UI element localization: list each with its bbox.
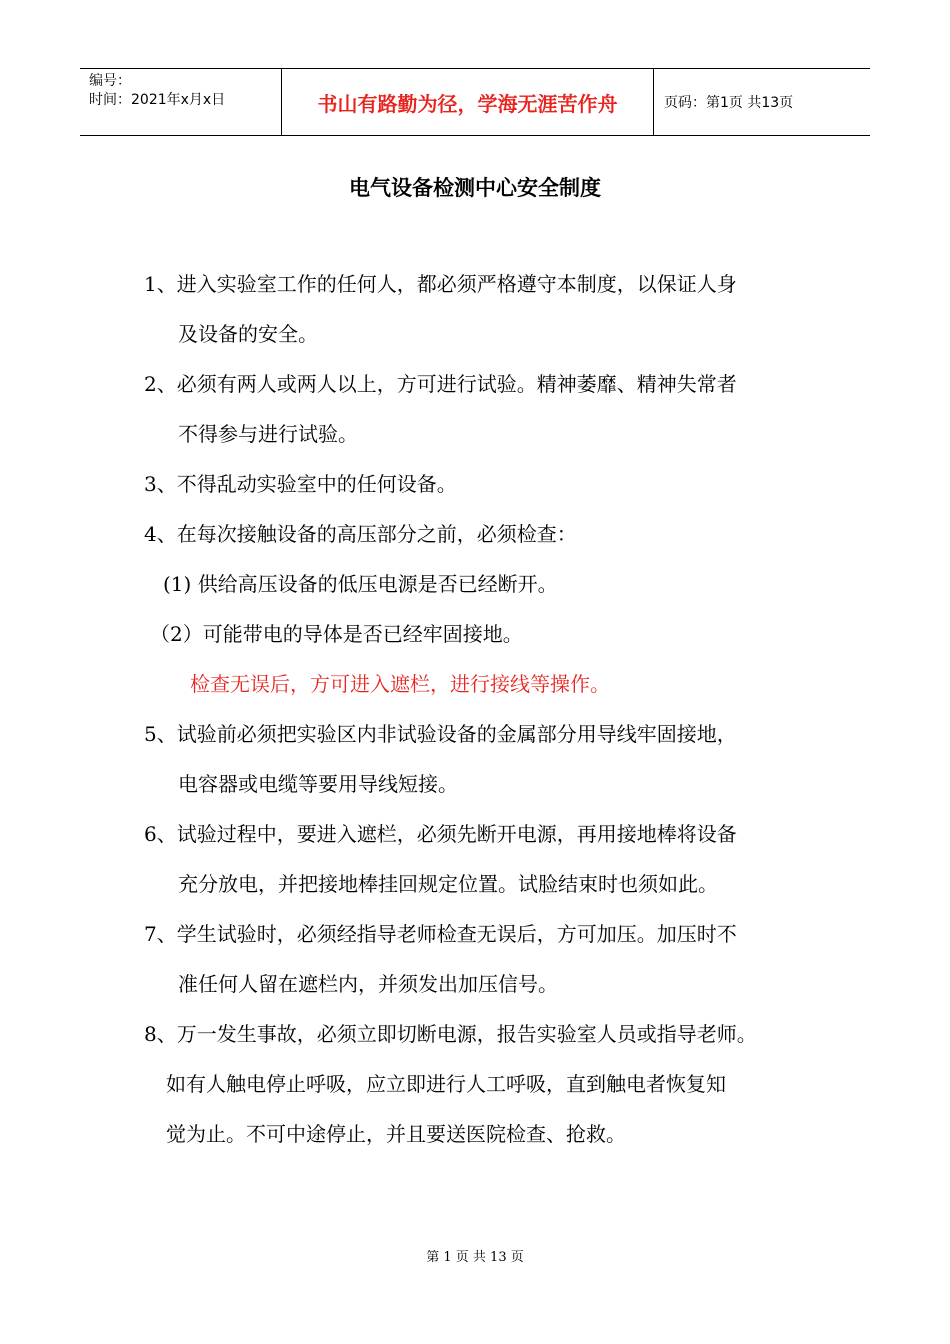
rule-1-line-2: 及设备的安全。 — [178, 322, 318, 346]
header-meta — [80, 69, 282, 135]
rule-2-line-1: 2、必须有两人或两人以上，方可进行试验。精神萎靡、精神失常者 — [144, 372, 737, 396]
page-footer: 第 1 页 共 13 页 — [426, 1250, 524, 1265]
rule-4-line-1: 4、在每次接触设备的高压部分之前，必须检查： — [144, 522, 577, 546]
rule-8-line-2: 如有人触电停止呼吸，应立即进行人工呼吸，直到触电者恢复知 — [166, 1072, 726, 1096]
rule-8-line-1: 8、万一发生事故，必须立即切断电源，报告实验室人员或指导老师。 — [144, 1022, 757, 1046]
rule-4-warning: 检查无误后，方可进入遮栏，进行接线等操作。 — [190, 672, 610, 696]
document-title: 电气设备检测中心安全制度 — [349, 176, 601, 200]
rule-5-line-2: 电容器或电缆等要用导线短接。 — [178, 772, 458, 796]
rule-5-line-1: 5、试验前必须把实验区内非试验设备的金属部分用导线牢固接地， — [144, 722, 737, 746]
header-page-info: 页码：第1页 共13页 — [664, 95, 794, 111]
document-number-label: 编号： — [89, 73, 131, 89]
rule-4-sub-1: (1) 供给高压设备的低压电源是否已经断开。 — [163, 572, 558, 596]
rule-4-sub-2: （2）可能带电的导体是否已经牢固接地。 — [150, 622, 523, 646]
rule-2-line-2: 不得参与进行试验。 — [178, 422, 358, 446]
rule-6-line-1: 6、试验过程中，要进入遮栏，必须先断开电源，再用接地棒将设备 — [144, 822, 737, 846]
rule-3-line-1: 3、不得乱动实验室中的任何设备。 — [144, 472, 457, 496]
header-table — [80, 68, 870, 136]
header-motto: 书山有路勤为径，学海无涯苦作舟 — [282, 69, 654, 135]
rule-6-line-2: 充分放电，并把接地棒挂回规定位置。试脸结束时也须如此。 — [178, 872, 718, 896]
document-time-label: 时间：2021年x月x日 — [89, 92, 226, 108]
rule-8-line-3: 觉为止。不可中途停止，并且要送医院检查、抢救。 — [166, 1122, 626, 1146]
rule-1-line-1: 1、进入实验室工作的任何人，都必须严格遵守本制度，以保证人身 — [144, 272, 737, 296]
rule-7-line-1: 7、学生试验时，必须经指导老师检查无误后，方可加压。加压时不 — [144, 922, 737, 946]
rule-7-line-2: 准任何人留在遮栏内，并须发出加压信号。 — [178, 972, 558, 996]
